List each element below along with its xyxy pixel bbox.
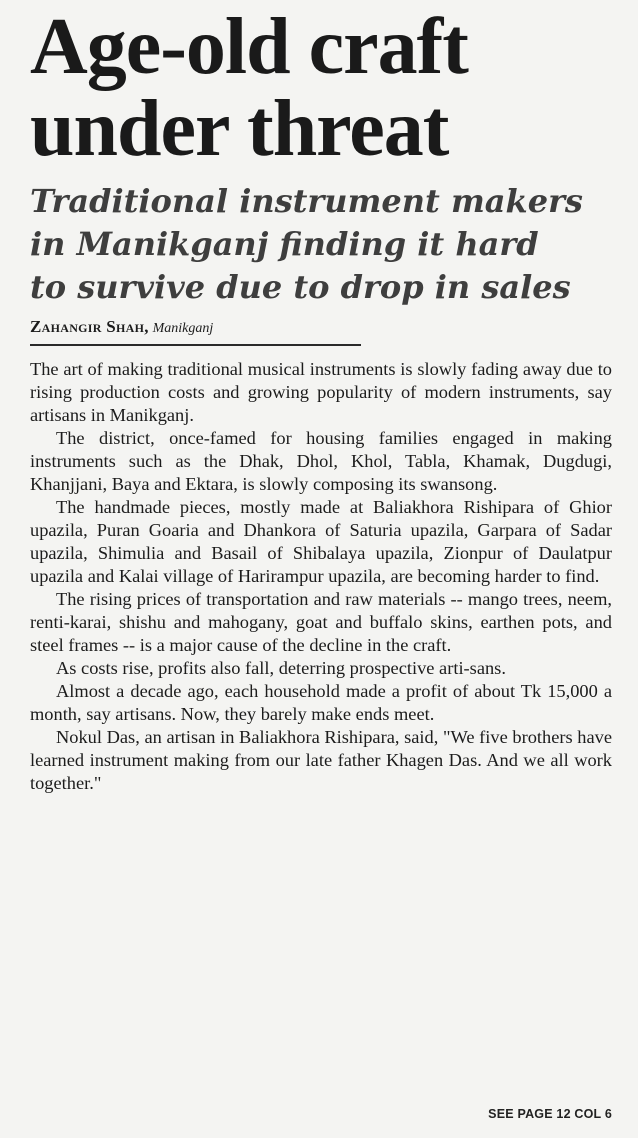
byline-author: Zahangir Shah, bbox=[30, 317, 149, 336]
subheadline-line: to survive due to drop in sales bbox=[30, 268, 571, 306]
continuation-note: SEE PAGE 12 COL 6 bbox=[488, 1107, 612, 1121]
paragraph: Nokul Das, an artisan in Baliakhora Rishipara, said, "We five brothers have learned instrument making from our late father Khagen Das. And we all work together." bbox=[30, 727, 612, 793]
byline bbox=[30, 317, 612, 344]
headline bbox=[30, 3, 612, 173]
subheadline-line: in Manikganj finding it hard bbox=[30, 225, 539, 263]
subheadline bbox=[30, 180, 612, 309]
headline-line: under threat bbox=[30, 85, 449, 173]
subheadline-line: Traditional instrument makers bbox=[30, 182, 583, 220]
paragraph: The art of making traditional musical instruments is slowly fading away due to rising production costs and growing popularity of modern instruments, say artisans in Manikganj. bbox=[30, 359, 612, 425]
paragraph: As costs rise, profits also fall, deterring prospective arti-sans. bbox=[56, 658, 506, 678]
paragraph: The rising prices of transportation and raw materials -- mango trees, neem, renti-karai, shishu and mahogany, goat and buffalo skins, earthen pots, and steel frames -- is a major cause of the decline in the craft. bbox=[30, 589, 612, 655]
article-body bbox=[30, 358, 612, 795]
byline-divider bbox=[30, 344, 361, 346]
paragraph: Almost a decade ago, each household made a profit of about Tk 15,000 a month, say artisans. Now, they barely make ends meet. bbox=[30, 681, 612, 724]
paragraph: The handmade pieces, mostly made at Baliakhora Rishipara of Ghior upazila, Puran Goaria and Dhankora of Saturia upazila, Garpara of Sadar upazila, Shimulia and Basail of Shibalaya upazila, Zionpur of Daulatpur upazila and Kalai village of Harirampur upazila, are becoming harder to find. bbox=[30, 497, 612, 586]
headline-line: Age-old craft bbox=[30, 3, 468, 91]
byline-location: Manikganj bbox=[152, 321, 214, 336]
paragraph: The district, once-famed for housing families engaged in making instruments such as the Dhak, Dhol, Khol, Tabla, Khamak, Dugdugi, Khanjjani, Baya and Ektara, is slowly composing its swansong. bbox=[30, 428, 612, 494]
